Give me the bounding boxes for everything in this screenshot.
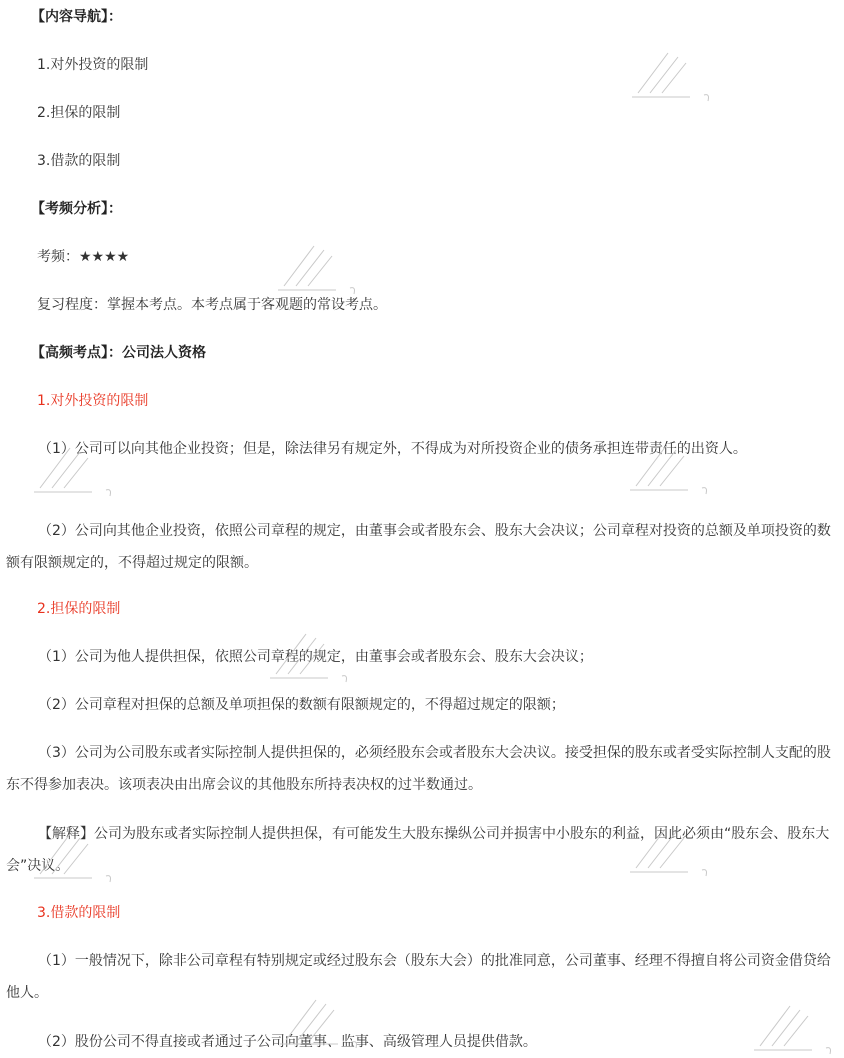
paragraph-guarantee-2: （2）公司章程对担保的总额及单项担保的数额有限额规定的，不得超过规定的限额； — [38, 697, 565, 713]
paragraph-investment-1: （1）公司可以向其他企业投资；但是，除法律另有规定外，不得成为对所投资企业的债务承担连带责任的出资人。 — [38, 441, 747, 457]
topic-heading: 【高频考点】：公司法人资格 — [31, 345, 206, 361]
watermark-mark — [630, 45, 720, 105]
section-title-guarantee: 2.担保的限制 — [37, 601, 121, 617]
nav-heading: 【内容导航】： — [31, 9, 122, 25]
paragraph-guarantee-1: （1）公司为他人提供担保，依照公司章程的规定，由董事会或者股东会、股东大会决议； — [38, 649, 593, 665]
nav-item-guarantee: 2.担保的限制 — [37, 105, 121, 121]
watermark-mark — [276, 238, 366, 298]
paragraph-guarantee-3: （3）公司为公司股东或者实际控制人提供担保的，必须经股东会或者股东大会决议。接受担保的股东或者受实际控制人支配的股东不得参加表决。该项表决由出席会议的其他股东所持表决权的过半数通过。 — [6, 745, 831, 793]
section-title-loan: 3.借款的限制 — [37, 905, 121, 921]
freq-rating: 考频：★★★★ — [37, 249, 130, 265]
paragraph-loan-2: （2）股份公司不得直接或者通过子公司向董事、监事、高级管理人员提供借款。 — [38, 1034, 537, 1050]
nav-item-loan: 3.借款的限制 — [37, 153, 121, 169]
paragraph-loan-1: （1）一般情况下，除非公司章程有特别规定或经过股东会（股东大会）的批准同意，公司董事、经理不得擅自将公司资金借贷给他人。 — [6, 953, 831, 1001]
section-title-investment: 1.对外投资的限制 — [37, 393, 149, 409]
freq-heading: 【考频分析】： — [31, 201, 122, 217]
freq-review: 复习程度：掌握本考点。本考点属于客观题的常设考点。 — [37, 297, 387, 313]
nav-item-investment: 1.对外投资的限制 — [37, 57, 149, 73]
paragraph-guarantee-explanation: 【解释】公司为股东或者实际控制人提供担保，有可能发生大股东操纵公司并损害中小股东的利益，因此必须由“股东会、股东大会”决议。 — [6, 826, 830, 874]
paragraph-investment-2: （2）公司向其他企业投资，依照公司章程的规定，由董事会或者股东会、股东大会决议；公司章程对投资的总额及单项投资的数额有限额规定的，不得超过规定的限额。 — [6, 523, 831, 571]
